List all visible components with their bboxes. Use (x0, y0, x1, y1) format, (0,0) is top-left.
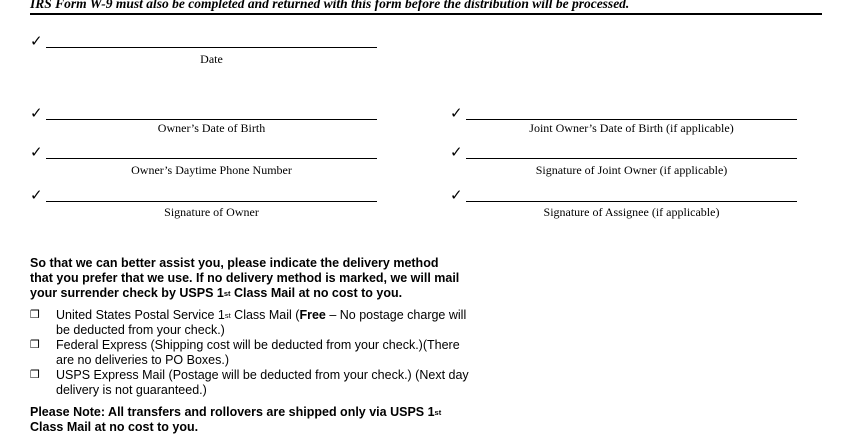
checkmark-icon: ✓ (450, 143, 463, 161)
owner-phone-caption: Owner’s Daytime Phone Number (131, 163, 292, 177)
shipping-note: Please Note: All transfers and rollovers are shipped only via USPS 1st Class Mail at no cost to you. (30, 405, 442, 434)
date-caption: Date (200, 52, 223, 66)
delivery-option-label: USPS Express Mail (Postage will be deducted from your check.) (Next day delivery is not guaranteed.) (56, 368, 469, 397)
checkmark-icon: ✓ (30, 186, 43, 204)
delivery-option-fedex[interactable] (30, 338, 460, 368)
delivery-option-label: Federal Express (Shipping cost will be deducted from your check.)(There are no deliveries to PO Boxes.) (56, 338, 460, 367)
joint-signature-line[interactable] (466, 158, 797, 159)
owner-dob-caption: Owner’s Date of Birth (157, 121, 266, 135)
owner-phone-line[interactable] (46, 158, 377, 159)
delivery-option-label: United States Postal Service 1st Class Mail (Free – No postage charge will be deducted from your check.) (56, 308, 467, 337)
checkmark-icon: ✓ (30, 32, 43, 50)
checkmark-icon: ✓ (30, 104, 43, 122)
checkbox-icon[interactable]: ❒ (30, 308, 40, 321)
assignee-signature-line[interactable] (466, 201, 797, 202)
joint-signature-caption: Signature of Joint Owner (if applicable) (535, 163, 728, 177)
delivery-option-usps-express[interactable] (30, 368, 469, 398)
checkmark-icon: ✓ (450, 104, 463, 122)
checkmark-icon: ✓ (450, 186, 463, 204)
delivery-instructions: So that we can better assist you, please indicate the delivery method that you prefer that we use. If no delivery method is marked, we will mail your surrender check by USPS 1st Class Mail at no cost to you. (30, 256, 460, 300)
checkbox-icon[interactable]: ❒ (30, 338, 40, 351)
checkmark-icon: ✓ (30, 143, 43, 161)
checkbox-icon[interactable]: ❒ (30, 368, 40, 381)
date-line[interactable] (46, 47, 377, 48)
owner-signature-line[interactable] (46, 201, 377, 202)
owner-signature-caption: Signature of Owner (164, 205, 259, 219)
joint-dob-caption: Joint Owner’s Date of Birth (if applicable) (529, 121, 734, 135)
header-divider (30, 13, 822, 15)
form-header-notice: IRS Form W-9 must also be completed and returned with this form before the distribution will be processed. (30, 0, 630, 11)
joint-dob-line[interactable] (466, 119, 797, 120)
assignee-signature-caption: Signature of Assignee (if applicable) (543, 205, 720, 219)
owner-dob-line[interactable] (46, 119, 377, 120)
delivery-option-usps-first-class[interactable] (30, 308, 467, 338)
